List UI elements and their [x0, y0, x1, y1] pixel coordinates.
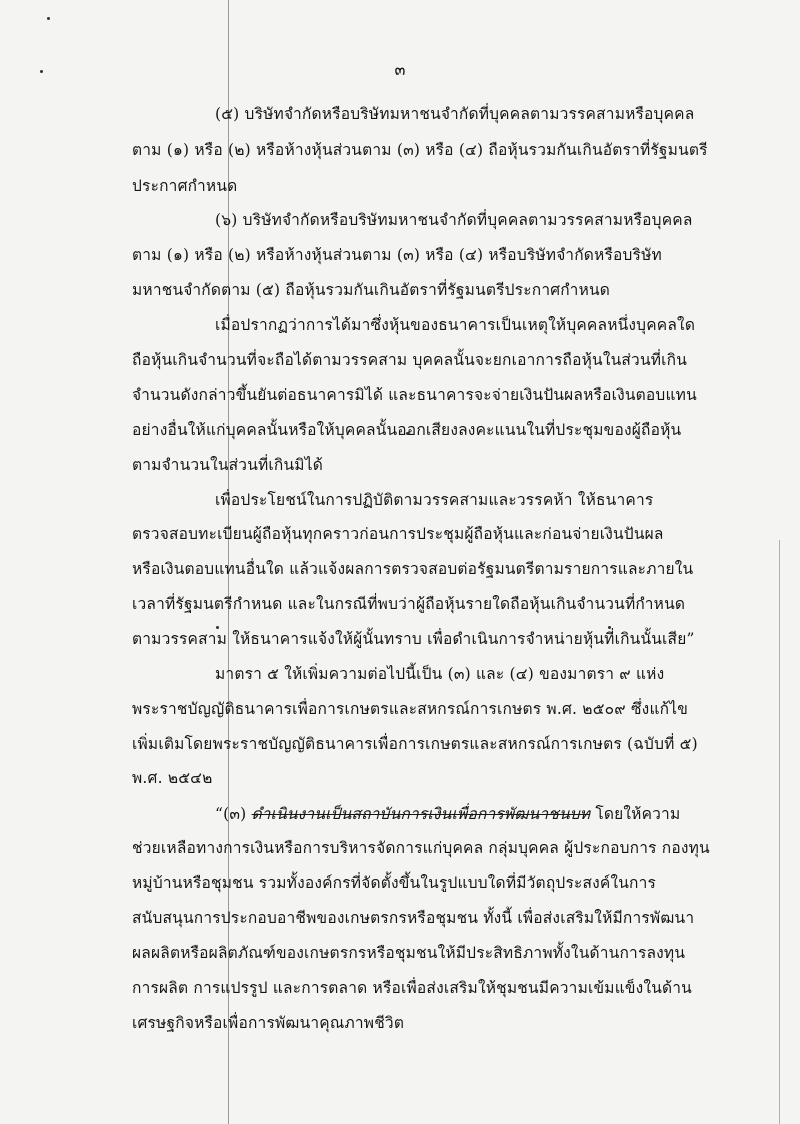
text-line: จำนวนดังกล่าวขึ้นยันต่อธนาคารมิได้ และธนาคารจะจ่ายเงินปันผลหรือเงินตอบแทน	[132, 386, 697, 404]
text-line: สนับสนุนการประกอบอาชีพของเกษตรกรหรือชุมชน ทั้งนี้ เพื่อส่งเสริมให้มีการพัฒนา	[132, 909, 695, 927]
text-line: การผลิต การแปรรูป และการตลาด หรือเพื่อส่งเสริมให้ชุมชนมีความเข้มแข็งในด้าน	[132, 979, 692, 997]
text-line: เพื่อประโยชน์ในการปฏิบัติตามวรรคสามและวรรคห้า ให้ธนาคาร	[215, 491, 654, 509]
text-line: อย่างอื่นให้แก่บุคคลนั้นหรือให้บุคคลนั้นออกเสียงลงคะแนนในที่ประชุมของผู้ถือหุ้น	[132, 421, 682, 439]
text-line: ประกาศกำหนด	[132, 177, 238, 195]
amended-line	[215, 804, 680, 824]
text-line: หรือเงินตอบแทนอื่นใด แล้วแจ้งผลการตรวจสอบต่อรัฐมนตรีตามรายการและภายใน	[132, 560, 694, 578]
text-line: เวลาที่รัฐมนตรีกำหนด และในกรณีที่พบว่าผู้ถือหุ้นรายใดถือหุ้นเกินจำนวนที่กำหนด	[132, 595, 686, 613]
text-line: ตาม (๑) หรือ (๒) หรือห้างหุ้นส่วนตาม (๓) หรือ (๔) ถือหุ้นรวมกันเกินอัตราที่รัฐมนตรี	[132, 141, 708, 159]
amended-suffix: โดยให้ความ	[590, 805, 681, 823]
text-line: ตามจำนวนในส่วนที่เกินมิได้	[132, 456, 323, 474]
scan-edge-line	[779, 540, 780, 1124]
text-line: ผลผลิตหรือผลิตภัณฑ์ของเกษตรกรหรือชุมชนให้มีประสิทธิภาพทั้งในด้านการลงทุน	[132, 944, 686, 962]
text-line: (๕) บริษัทจำกัดหรือบริษัทมหาชนจำกัดที่บุคคลตามวรรคสามหรือบุคคล	[215, 105, 695, 123]
text-line: พ.ศ. ๒๕๔๒	[132, 769, 213, 787]
text-line: ช่วยเหลือทางการเงินหรือการบริหารจัดการแก่บุคคล กลุ่มบุคคล ผู้ประกอบการ กองทุน	[132, 839, 710, 857]
text-line: ตามวรรคสาม ให้ธนาคารแจ้งให้ผู้นั้นทราบ เพื่อดำเนินการจำหน่ายหุ้นที่เกินนั้นเสีย”	[132, 630, 695, 648]
text-line: เมื่อปรากฏว่าการได้มาซึ่งหุ้นของธนาคารเป็นเหตุให้บุคคลหนึ่งบุคคลใด	[215, 316, 696, 334]
text-line: หมู่บ้านหรือชุมชน รวมทั้งองค์กรที่จัดตั้งขึ้นในรูปแบบใดที่มีวัตถุประสงค์ในการ	[132, 874, 657, 892]
text-line: เศรษฐกิจหรือเพื่อการพัฒนาคุณภาพชีวิต	[132, 1014, 405, 1032]
text-line: ถือหุ้นเกินจำนวนที่จะถือได้ตามวรรคสาม บุคคลนั้นจะยกเอาการถือหุ้นในส่วนที่เกิน	[132, 351, 688, 369]
text-line: ตรวจสอบทะเบียนผู้ถือหุ้นทุกคราวก่อนการประชุมผู้ถือหุ้นและก่อนจ่ายเงินปันผล	[132, 525, 664, 543]
section-heading-line: มาตรา ๕ ให้เพิ่มความต่อไปนี้เป็น (๓) และ (๔) ของมาตรา ๙ แห่ง	[215, 665, 665, 683]
text-line: ตาม (๑) หรือ (๒) หรือห้างหุ้นส่วนตาม (๓) หรือ (๔) หรือบริษัทจำกัดหรือบริษัท	[132, 246, 662, 264]
text-line: พระราชบัญญัติธนาคารเพื่อการเกษตรและสหกรณ์การเกษตร พ.ศ. ๒๕๐๙ ซึ่งแก้ไข	[132, 700, 689, 718]
page-number: ๓	[394, 60, 406, 79]
text-line: มหาชนจำกัดตาม (๕) ถือหุ้นรวมกันเกินอัตราที่รัฐมนตรีประกาศกำหนด	[132, 281, 611, 299]
struck-text: ดำเนินงานเป็นสถาบันการเงินเพื่อการพัฒนาชนบท	[251, 805, 591, 823]
amended-prefix: “(๓)	[215, 805, 252, 823]
text-line: (๖) บริษัทจำกัดหรือบริษัทมหาชนจำกัดที่บุคคลตามวรรคสามหรือบุคคล	[215, 211, 693, 229]
scan-speck	[47, 17, 50, 20]
text-line: เพิ่มเติมโดยพระราชบัญญัติธนาคารเพื่อการเกษตรและสหกรณ์การเกษตร (ฉบับที่ ๕)	[132, 735, 698, 753]
